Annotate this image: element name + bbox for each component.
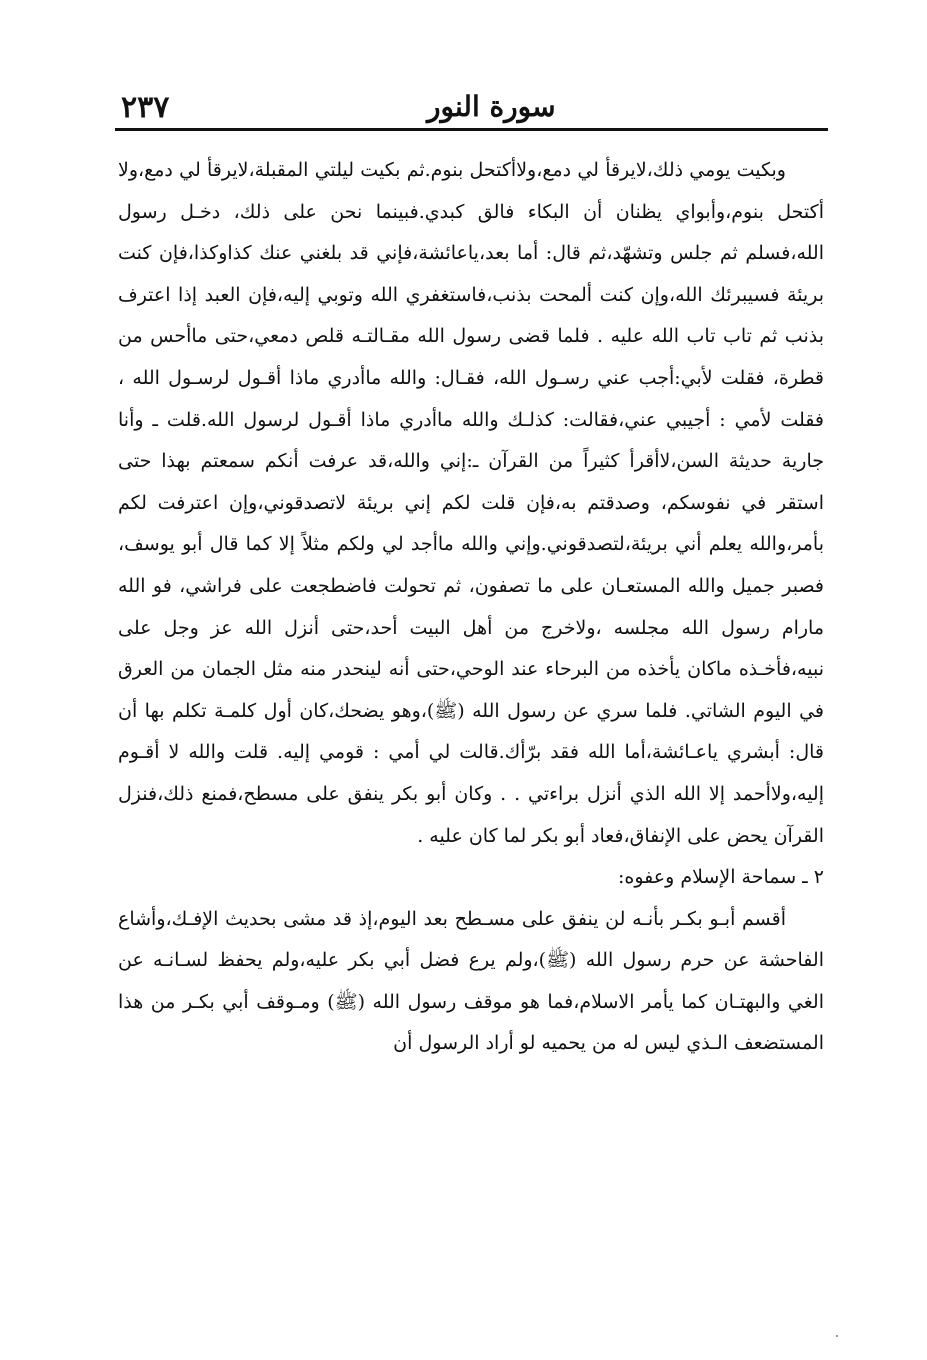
body-text — [118, 150, 824, 1065]
paragraph-forgiveness: أقسم أبـو بكـر بأنـه لن ينفق على مسـطح بعد اليوم،إذ قد مشى بحديث الإفـك،وأشاع الفاحشة عن حرم رسول الله (ﷺ)،ولم يرع فضل أبي بكر عليه،ولم يحفظ لسـانـه عن الغي والبهتـان كما يأمر الاسلام،فما هو موقف رسول الله (ﷺ) ومـوقف أبي بكـر من هذا المستضعف الـذي ليس له من يحميه لو أراد الرسول أن — [118, 907, 824, 1055]
section-heading: ٢ ـ سماحة الإسلام وعفوه: — [618, 866, 824, 889]
scan-speck — [836, 1335, 838, 1337]
page-number: ٢٣٧ — [121, 90, 170, 125]
paragraph-narration: وبكيت يومي ذلك،لايرقأ لي دمع،ولاأكتحل بنوم.ثم بكيت ليلتي المقبلة،لايرقأ لي دمع،ولا أكتحل بنوم،وأبواي يظنان أن البكاء فالق كبدي.فبينما نحن على ذلك، دخـل رسول الله،فسلم ثم جلس وتشهّد،ثم قال: أما بعد،ياعائشة،فإني قد بلغني عنك كذاوكذا،فإن كنت بريئة فسيبرئك الله،وإن كنت ألمحت بذنب،فاستغفري الله وتوبي إليه،فإن العبد إذا اعترف بذنب ثم تاب تاب الله عليه . فلما قضى رسول الله مقـالتـه قلص دمعي،حتى ماأحس من قطرة، فقلت لأبي:أجب عني رسـول الله، فقـال: والله ماأدري ماذا أقـول لرسـول الله ، فقلت لأمي : أجيبي عني،فقالت: كذلـك والله ماأدري ماذا أقـول لرسول الله.قلت ـ وأنا جارية حديثة السن،لاأقرأ كثيراً من القرآن ـ:إني والله،قد عرفت أنكم سمعتم بهذا حتى استقر في نفوسكم، وصدقتم به،فإن قلت لكم إني بريئة لاتصدقوني،وإن اعترفت لكم بأمر،والله يعلم أني بريئة،لتصدقوني.وإني والله ماأجد لي ولكم مثلاً إلا كما قال أبو يوسف، فصبر جميل والله المستعـان على ما تصفون، ثم تحولت فاضطجعت على فراشي، فو الله مارام رسول الله مجلسه ،ولاخرج من أهل البيت أحد،حتى أنزل الله عز وجل على نبيه،فأخـذه ماكان يأخذه من البرحاء عند الوحي،حتى أنه لينحدر منه مثل الجمان من العرق في اليوم الشاتي. فلما سري عن رسول الله (ﷺ)،وهو يضحك،كان أول كلمـة تكلم بها أن قال: أبشري ياعـائشة،أما الله فقد برّأك.قالت لي أمي : قومي إليه. قلت والله لا أقـوم إليه،ولاأحمد إلا الله الذي أنزل براءتي . . وكان أبو بكر ينفق على مسطح،فمنع ذلك،فنزل القرآن يحض على الإنفاق،فعاد أبو بكر لما كان عليه . — [118, 159, 824, 847]
header-divider — [115, 128, 828, 131]
surah-title: سورة النور — [427, 90, 556, 123]
page-header — [115, 88, 828, 128]
